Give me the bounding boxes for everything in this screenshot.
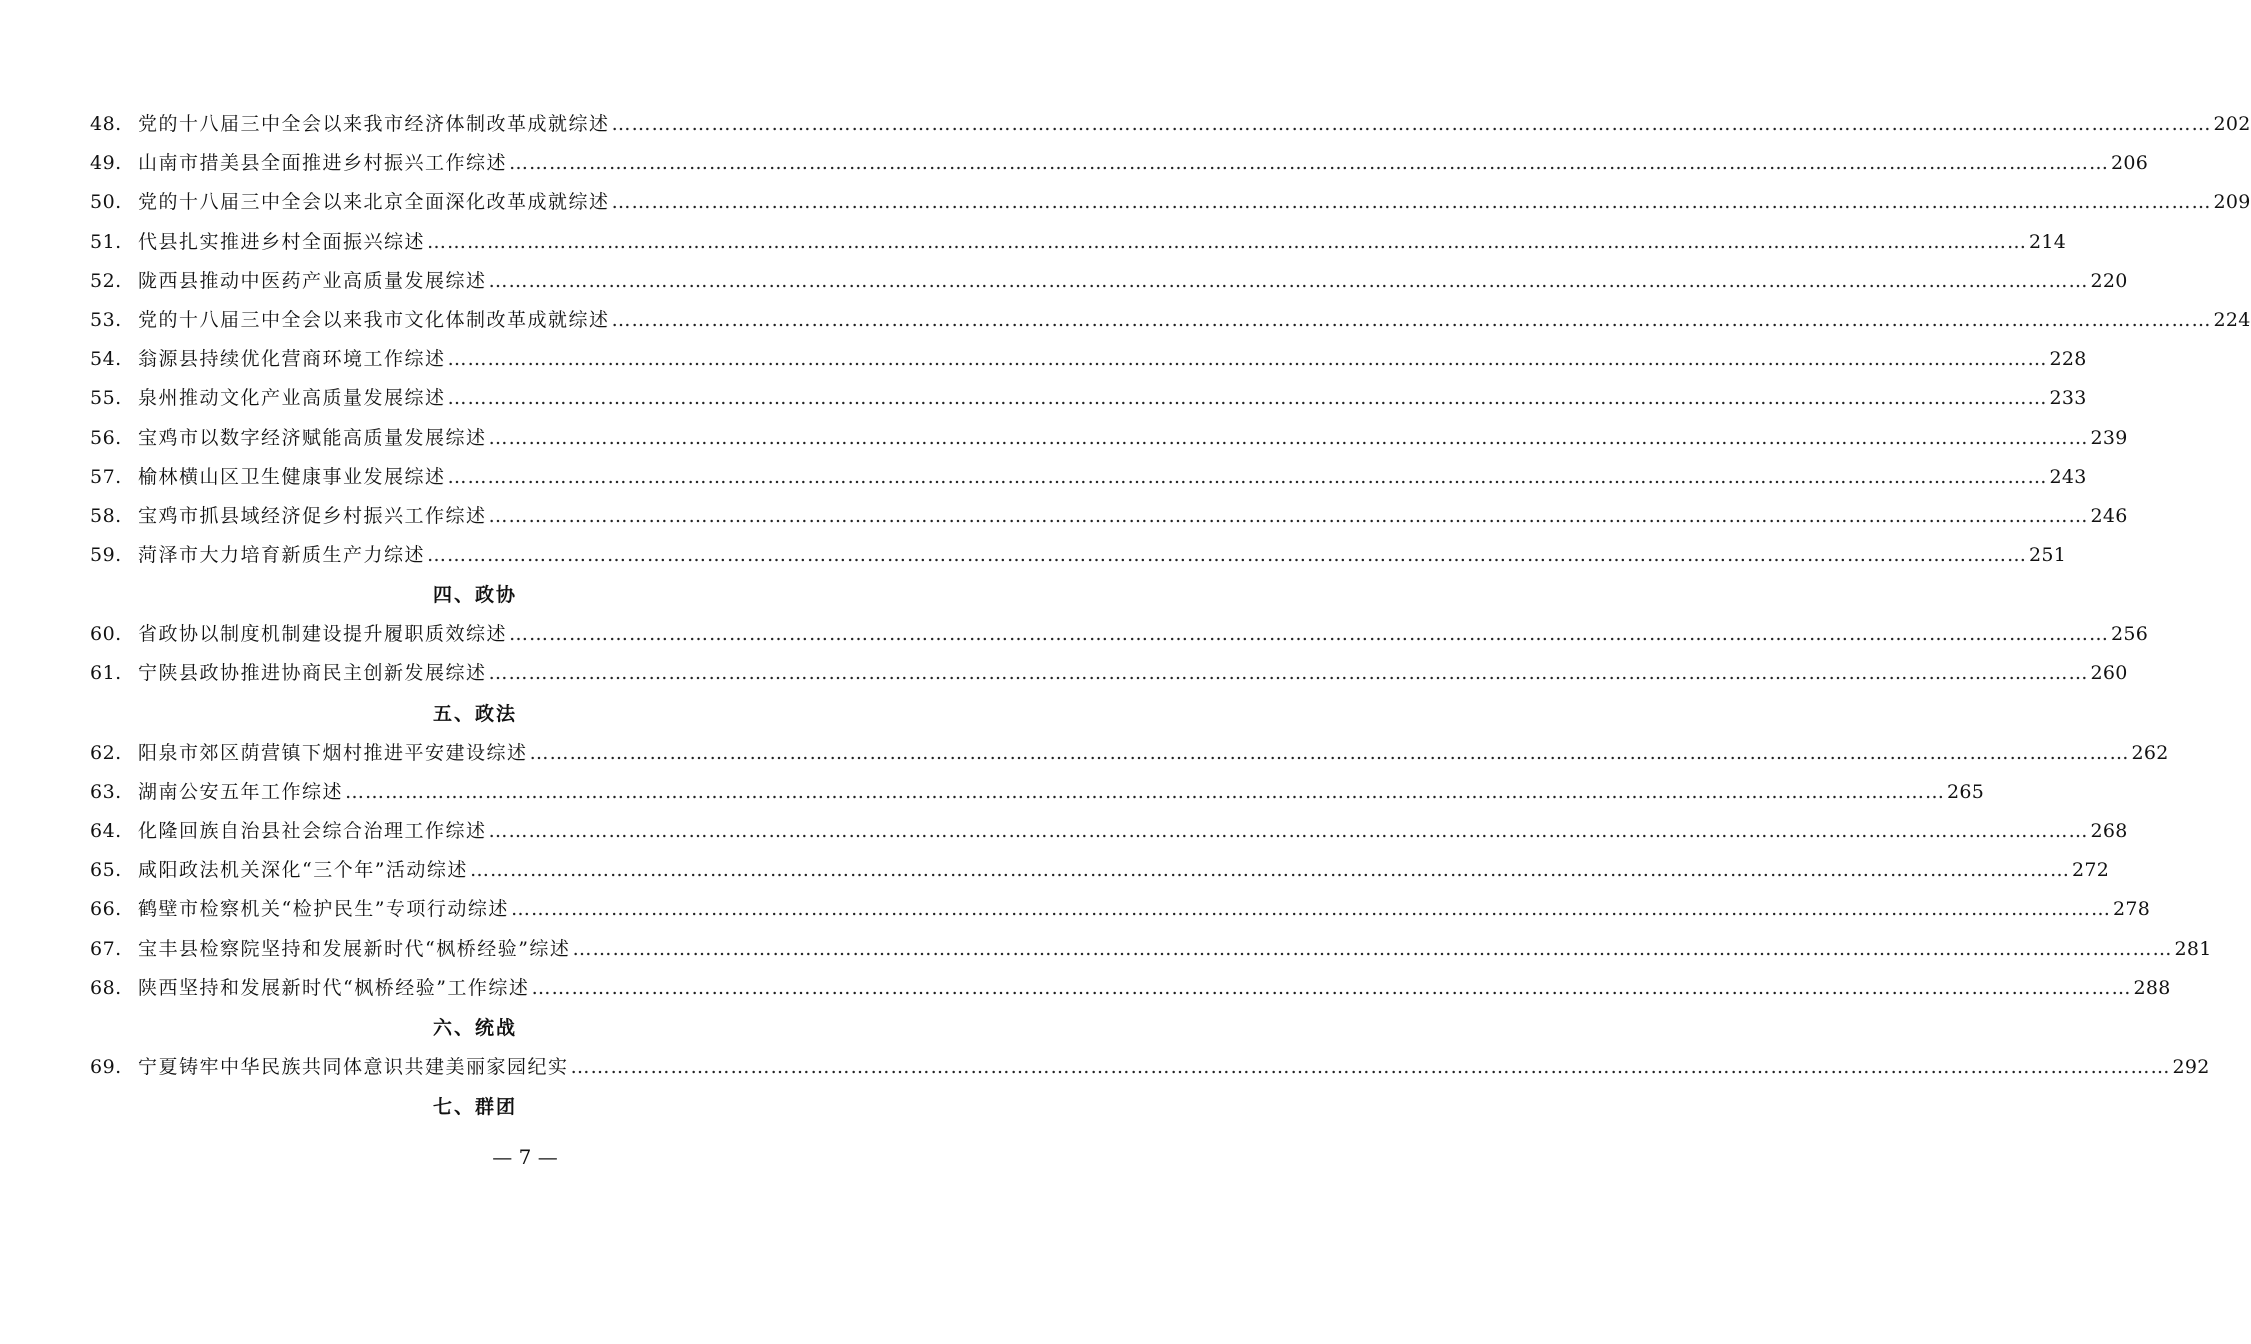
dot-leader: …………………………………………………………………………………………………………………………………………………………………………………………………………………… (427, 230, 2028, 253)
section-heading: 五、政法 (432, 702, 517, 725)
entry-page-number: 202 (2213, 113, 2251, 135)
entry-page-number: 243 (2049, 465, 2087, 488)
entry-page-number: 292 (2172, 1055, 2210, 1078)
entry-title: 阳泉市郊区荫营镇下烟村推进平安建设综述 (138, 741, 528, 764)
entry-page-number: 268 (2090, 820, 2128, 842)
entry-title: 化隆回族自治县社会综合治理工作综述 (138, 820, 487, 842)
entry-title: 陇西县推动中医药产业高质量发展综述 (138, 269, 487, 292)
entry-title: 山南市措美县全面推进乡村振兴工作综述 (138, 152, 508, 175)
entry-page-number: 239 (2090, 426, 2128, 449)
entry-page-number: 214 (2029, 230, 2067, 253)
entry-title: 党的十八届三中全会以来我市经济体制改革成就综述 (138, 113, 610, 135)
toc-entry[interactable] (90, 734, 2169, 773)
entry-number: 54. (90, 348, 122, 371)
dot-leader: …………………………………………………………………………………………………………………………………………………………………………………………………………………… (509, 152, 2110, 175)
entry-page-number: 272 (2071, 859, 2110, 882)
entry-number: 58. (90, 504, 122, 527)
entry-number: 67. (90, 937, 122, 960)
entry-number: 60. (90, 623, 122, 646)
toc-entry[interactable] (90, 458, 2087, 497)
dot-leader: …………………………………………………………………………………………………………………………………………………………………………………………………………………… (572, 937, 2173, 960)
entry-title: 宝鸡市抓县域经济促乡村振兴工作综述 (138, 504, 487, 527)
entry-number: 62. (90, 741, 122, 764)
toc-entry[interactable] (90, 497, 2128, 536)
entry-title: 党的十八届三中全会以来我市文化体制改革成就综述 (138, 308, 610, 331)
entry-number: 49. (90, 152, 122, 175)
entry-title: 翁源县持续优化营商环境工作综述 (138, 348, 446, 371)
dot-leader: …………………………………………………………………………………………………………………………………………………………………………………………………………………… (447, 387, 2048, 410)
dot-leader: …………………………………………………………………………………………………………………………………………………………………………………………………………………… (529, 741, 2130, 764)
dot-leader: …………………………………………………………………………………………………………………………………………………………………………………………………………………… (469, 859, 2070, 882)
toc-entry[interactable] (90, 890, 2151, 929)
entry-page-number: 233 (2049, 387, 2087, 410)
entry-title: 菏泽市大力培育新质生产力综述 (138, 544, 426, 567)
entry-number: 52. (90, 269, 122, 292)
entry-page-number: 281 (2174, 937, 2212, 960)
entry-number: 48. (90, 113, 122, 135)
entry-title: 鹤壁市检察机关“检护民生”专项行动综述 (138, 898, 509, 921)
dot-leader: …………………………………………………………………………………………………………………………………………………………………………………………………………………… (611, 113, 2212, 135)
entry-page-number: 288 (2133, 976, 2171, 999)
dot-leader: …………………………………………………………………………………………………………………………………………………………………………………………………………………… (570, 1055, 2171, 1078)
toc-entry[interactable] (90, 144, 2149, 183)
toc-entry[interactable] (90, 654, 2128, 693)
toc-entry[interactable] (90, 930, 2212, 969)
entry-page-number: 224 (2213, 308, 2251, 331)
entry-number: 61. (90, 662, 122, 685)
dot-leader: …………………………………………………………………………………………………………………………………………………………………………………………………………………… (488, 426, 2089, 449)
dot-leader: …………………………………………………………………………………………………………………………………………………………………………………………………………………… (427, 544, 2028, 567)
toc-entry[interactable] (90, 183, 2251, 222)
entry-page-number: 228 (2049, 348, 2087, 371)
entry-title: 咸阳政法机关深化“三个年”活动综述 (138, 859, 468, 882)
entry-number: 51. (90, 230, 122, 253)
dot-leader: …………………………………………………………………………………………………………………………………………………………………………………………………………………… (488, 662, 2089, 685)
entry-number: 63. (90, 780, 122, 803)
toc-entry[interactable] (90, 773, 1985, 812)
entry-page-number: 251 (2029, 544, 2067, 567)
toc-entry[interactable] (90, 105, 2251, 144)
entry-page-number: 265 (1947, 780, 1985, 803)
entry-page-number: 256 (2111, 623, 2149, 646)
entry-number: 50. (90, 191, 122, 214)
entry-page-number: 206 (2111, 152, 2149, 175)
dot-leader: …………………………………………………………………………………………………………………………………………………………………………………………………………………… (447, 348, 2048, 371)
entry-title: 宁陕县政协推进协商民主创新发展综述 (138, 662, 487, 685)
toc-entry[interactable] (90, 262, 2128, 301)
entry-title: 陕西坚持和发展新时代“枫桥经验”工作综述 (138, 976, 530, 999)
entry-number: 55. (90, 387, 122, 410)
toc-entry[interactable] (90, 419, 2128, 458)
entry-title: 省政协以制度机制建设提升履职质效综述 (138, 623, 508, 646)
entry-number: 65. (90, 859, 122, 882)
dot-leader: …………………………………………………………………………………………………………………………………………………………………………………………………………………… (488, 269, 2089, 292)
entry-title: 湖南公安五年工作综述 (138, 780, 344, 803)
entry-page-number: 209 (2213, 191, 2251, 214)
entry-number: 66. (90, 898, 122, 921)
entry-number: 68. (90, 976, 122, 999)
toc-entry[interactable] (90, 536, 2067, 575)
entry-page-number: 262 (2131, 741, 2169, 764)
section-heading: 七、群团 (432, 1096, 517, 1119)
entry-page-number: 246 (2090, 504, 2128, 527)
toc-entry[interactable] (90, 223, 2067, 262)
toc-entry[interactable] (90, 379, 2087, 418)
dot-leader: …………………………………………………………………………………………………………………………………………………………………………………………………………………… (488, 504, 2089, 527)
entry-title: 宁夏铸牢中华民族共同体意识共建美丽家园纪实 (138, 1055, 569, 1078)
entry-page-number: 220 (2090, 269, 2128, 292)
dot-leader: …………………………………………………………………………………………………………………………………………………………………………………………………………………… (509, 623, 2110, 646)
table-of-contents (90, 105, 2251, 1127)
entry-number: 64. (90, 820, 122, 842)
entry-title: 代县扎实推进乡村全面振兴综述 (138, 230, 426, 253)
dot-leader: …………………………………………………………………………………………………………………………………………………………………………………………………………………… (611, 191, 2212, 214)
entry-page-number: 278 (2112, 898, 2151, 921)
toc-entry[interactable] (90, 812, 2128, 851)
entry-number: 53. (90, 308, 122, 331)
dot-leader: …………………………………………………………………………………………………………………………………………………………………………………………………………………… (488, 820, 2089, 842)
entry-number: 56. (90, 426, 122, 449)
toc-entry[interactable] (90, 340, 2087, 379)
entry-page-number: 260 (2090, 662, 2128, 685)
section-heading: 六、统战 (432, 1016, 517, 1039)
dot-leader: …………………………………………………………………………………………………………………………………………………………………………………………………………………… (611, 308, 2212, 331)
entry-title: 泉州推动文化产业高质量发展综述 (138, 387, 446, 410)
dot-leader: …………………………………………………………………………………………………………………………………………………………………………………………………………………… (510, 898, 2111, 921)
toc-entry[interactable] (90, 851, 2110, 890)
section-heading: 四、政协 (432, 584, 517, 607)
entry-number: 57. (90, 465, 122, 488)
dot-leader: …………………………………………………………………………………………………………………………………………………………………………………………………………………… (531, 976, 2132, 999)
entry-title: 宝丰县检察院坚持和发展新时代“枫桥经验”综述 (138, 937, 571, 960)
toc-entry[interactable] (90, 615, 2149, 654)
entry-title: 党的十八届三中全会以来北京全面深化改革成就综述 (138, 191, 610, 214)
toc-entry[interactable] (90, 969, 2171, 1008)
page-number: — 7 — (492, 1145, 558, 1169)
entry-title: 宝鸡市以数字经济赋能高质量发展综述 (138, 426, 487, 449)
toc-entry[interactable] (90, 1048, 2210, 1087)
toc-entry[interactable] (90, 301, 2251, 340)
entry-number: 59. (90, 544, 122, 567)
entry-number: 69. (90, 1055, 122, 1078)
dot-leader: …………………………………………………………………………………………………………………………………………………………………………………………………………………… (345, 780, 1946, 803)
entry-title: 榆林横山区卫生健康事业发展综述 (138, 465, 446, 488)
dot-leader: …………………………………………………………………………………………………………………………………………………………………………………………………………………… (447, 465, 2048, 488)
